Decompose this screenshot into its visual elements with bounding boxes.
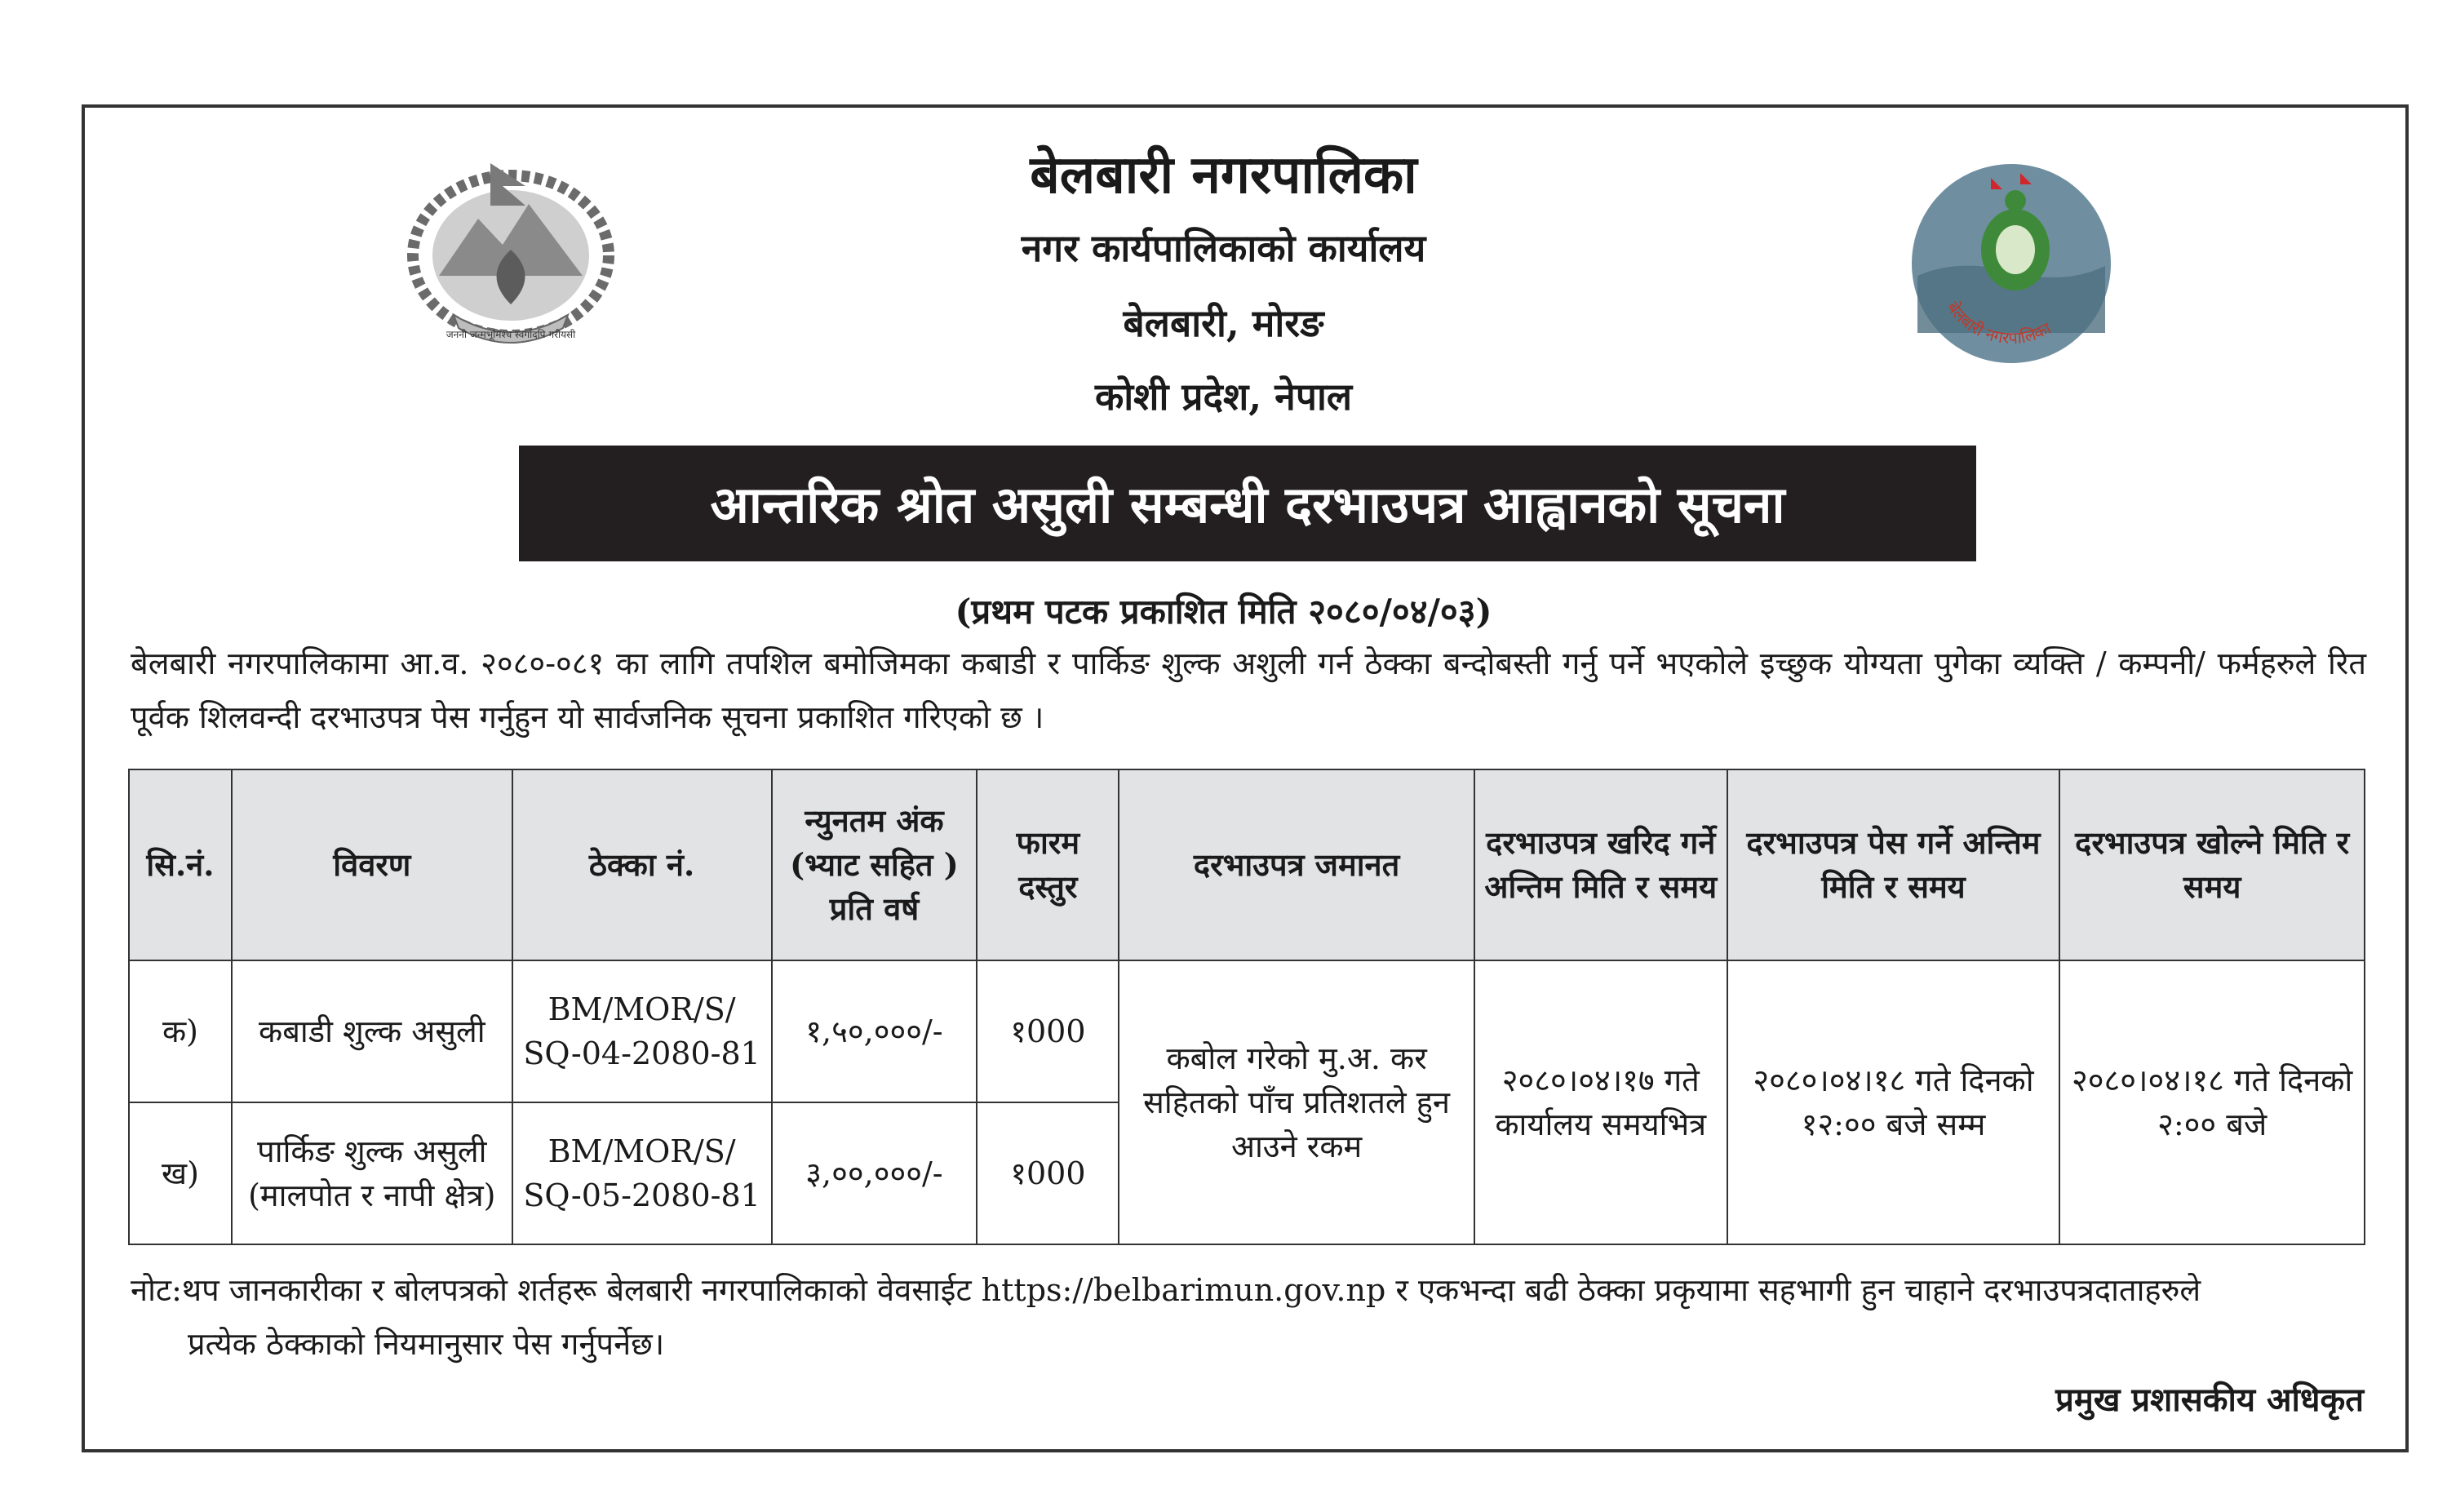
cell-sn: ख)	[129, 1102, 232, 1244]
cell-description: कबाडी शुल्क असुली	[232, 960, 512, 1102]
col-header-submit-deadline: दरभाउपत्र पेस गर्ने अन्तिम मिति र समय	[1727, 769, 2060, 960]
cell-bid-guarantee: कबोल गरेको मु.अ. कर सहितको पाँच प्रतिशतले हुन आउने रकम	[1119, 960, 1474, 1244]
signature-title: प्रमुख प्रशासकीय अधिकृत	[2055, 1381, 2364, 1419]
col-header-minimum-amount: न्युनतम अंक (भ्याट सहित ) प्रति वर्ष	[772, 769, 977, 960]
cell-submit-deadline: २०८०।०४।१८ गते दिनको १२:०० बजे सम्म	[1727, 960, 2060, 1244]
cell-purchase-deadline: २०८०।०४।१७ गते कार्यालय समयभित्र	[1474, 960, 1727, 1244]
intro-paragraph: बेलबारी नगरपालिकामा आ.व. २०८०-०८१ का लागि तपशिल बमोजिमका कबाडी र पार्किङ शुल्क अशुली गर्न ठेक्का बन्दोबस्ती गर्नु पर्ने भएकोले इच्छुक योग्यता पुगेका व्यक्ति / कम्पनी/ फर्महरुले रित पूर्वक शिलवन्दी दरभाउपत्र पेस गर्नुहुन यो सार्वजनिक सूचना प्रकाशित गरिएको छ ।	[131, 645, 2366, 735]
province: कोशी प्रदेश, नेपाल	[1094, 375, 1353, 419]
cell-contract-no: BM/MOR/S/ SQ-05-2080-81	[512, 1102, 772, 1244]
cell-form-fee: १000	[977, 960, 1119, 1102]
table-header-row	[129, 769, 2365, 960]
cell-sn: क)	[129, 960, 232, 1102]
location: बेलबारी, मोरङ	[1123, 301, 1324, 345]
notice-title: आन्तरिक श्रोत असुली सम्बन्धी दरभाउपत्र आह्वानको सूचना	[519, 446, 1976, 561]
cell-minimum-amount: १,५०,०००/-	[772, 960, 977, 1102]
col-header-bid-guarantee: दरभाउपत्र जमानत	[1119, 769, 1474, 960]
office-name: नगर कार्यपालिकाको कार्यालय	[1021, 226, 1426, 270]
footnote-line-1: नोट:थप जानकारीका र बोलपत्रको शर्तहरू बेलबारी नगरपालिकाको वेवसाईट https://belbarimun.gov.np र एकभन्दा बढी ठेक्का प्रकृयामा सहभागी हुन चाहाने दरभाउपत्रदाताहरुले	[131, 1272, 2201, 1308]
cell-opening-date: २०८०।०४।१८ गते दिनको २:०० बजे	[2059, 960, 2365, 1244]
col-header-opening-date: दरभाउपत्र खोल्ने मिति र समय	[2059, 769, 2365, 960]
col-header-form-fee: फारम दस्तुर	[977, 769, 1119, 960]
col-header-contract-no: ठेक्का नं.	[512, 769, 772, 960]
emblem-motto: जननी जन्मभूमिश्च स्वर्गादपि गरीयसी	[446, 329, 576, 340]
table-row	[129, 960, 2365, 1102]
col-header-sn: सि.नं.	[129, 769, 232, 960]
tender-table	[128, 769, 2365, 1245]
cell-contract-no: BM/MOR/S/ SQ-04-2080-81	[512, 960, 772, 1102]
cell-form-fee: १000	[977, 1102, 1119, 1244]
logo-text: बेलबारी नगरपालिका	[1943, 298, 2055, 348]
col-header-purchase-deadline: दरभाउपत्र खरिद गर्ने अन्तिम मिति र समय	[1474, 769, 1727, 960]
municipality-name: बेलबारी नगरपालिका	[1030, 144, 1417, 206]
cell-minimum-amount: ३,००,०००/-	[772, 1102, 977, 1244]
col-header-description: विवरण	[232, 769, 512, 960]
footnote-line-2: प्रत्येक ठेक्काको नियमानुसार पेस गर्नुपर्नेछ।	[188, 1326, 665, 1362]
footnote	[131, 1263, 2366, 1371]
cell-description: पार्किङ शुल्क असुली (मालपोत र नापी क्षेत्र)	[232, 1102, 512, 1244]
publish-date: (प्रथम पटक प्रकाशित मिति २०८०/०४/०३)	[955, 592, 1492, 632]
